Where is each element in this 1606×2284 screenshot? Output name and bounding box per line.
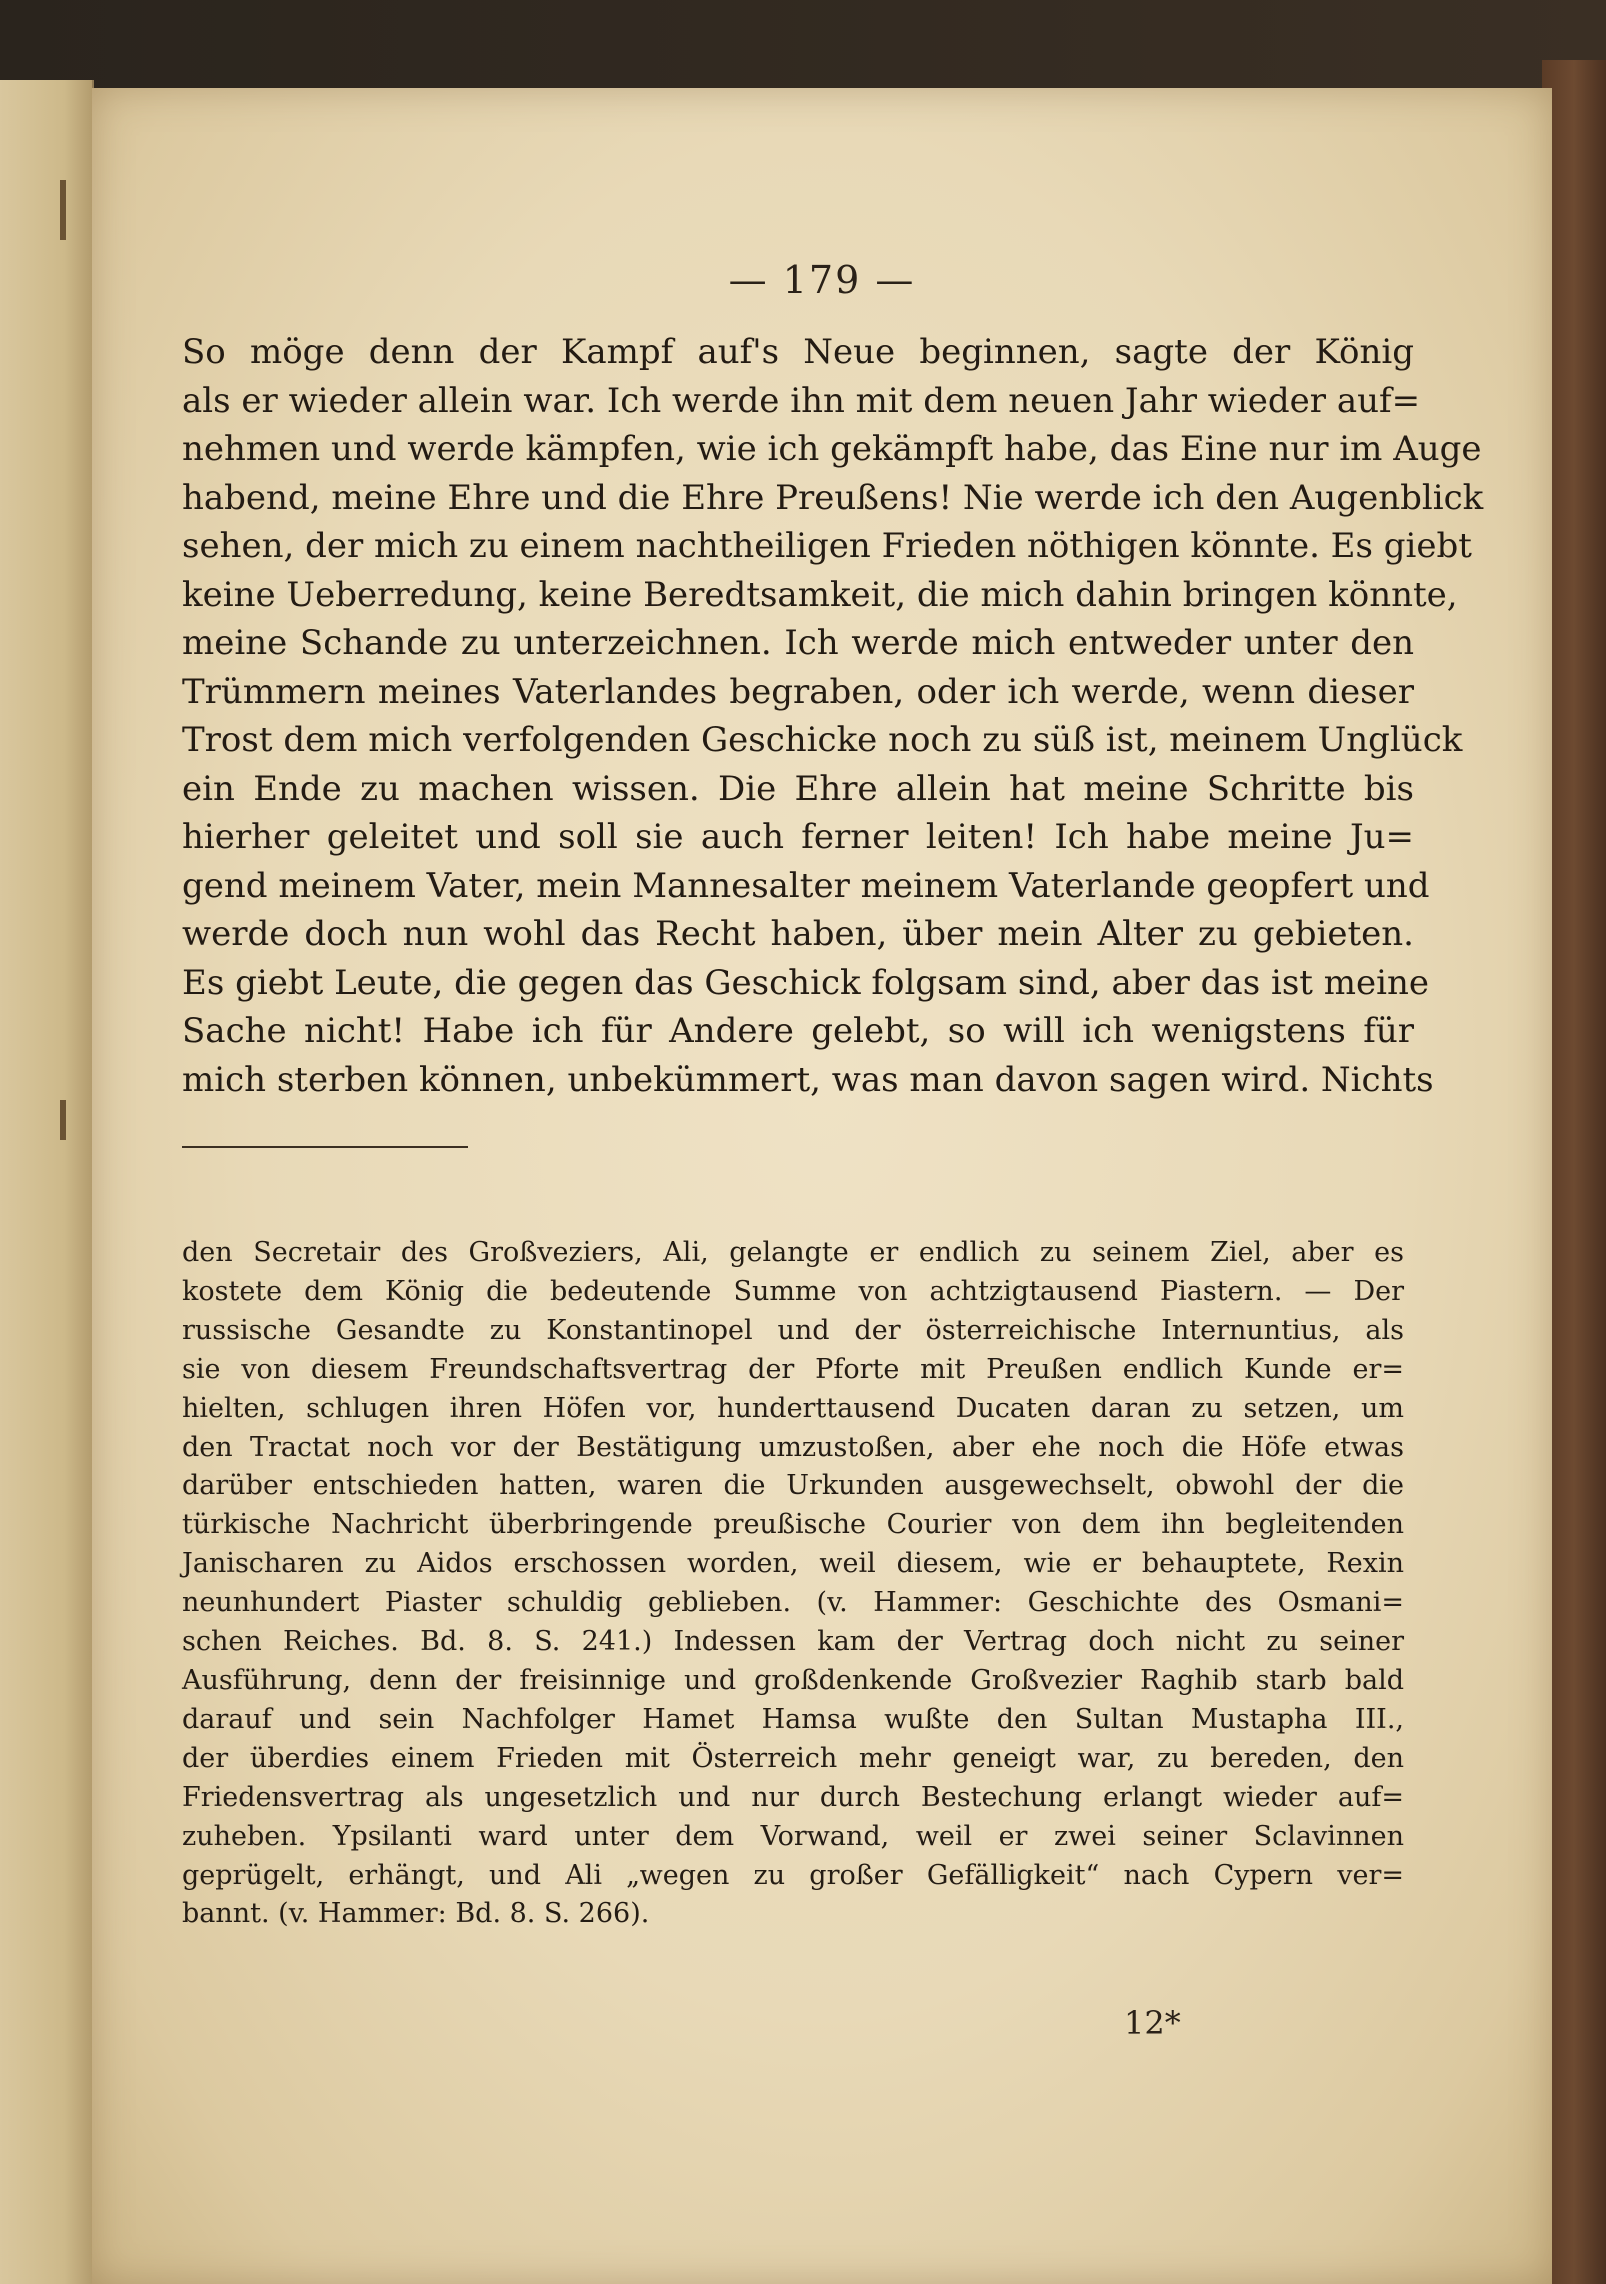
footnote-divider xyxy=(182,1146,468,1148)
page-number: — 179 — xyxy=(728,258,916,302)
text-line: hierher geleitet und soll sie auch ferner leiten! Ich habe meine Ju= xyxy=(182,817,1414,857)
text-line: keine Ueberredung, keine Beredtsamkeit, die mich dahin bringen könnte, xyxy=(182,574,1458,615)
facing-page-edge xyxy=(0,80,94,2284)
text-line: So möge denn der Kampf auf's Neue beginnen, sagte der König xyxy=(182,332,1414,372)
footnote-line: geprügelt, erhängt, und Ali „wegen zu großer Gefälligkeit“ nach Cypern ver= xyxy=(182,1859,1404,1891)
footnote-line: Ausführung, denn der freisinnige und großdenkende Großvezier Raghib starb bald xyxy=(182,1664,1404,1696)
footnote-line: darüber entschieden hatten, waren die Urkunden ausgewechselt, obwohl der die xyxy=(182,1470,1404,1502)
footnote-line: den Secretair des Großveziers, Ali, gelangte er endlich zu seinem Ziel, aber es xyxy=(182,1237,1404,1268)
footnote-line: russische Gesandte zu Konstantinopel und der österreichische Internuntius, als xyxy=(182,1314,1404,1346)
gutter-mark xyxy=(60,1100,66,1140)
text-line: sehen, der mich zu einem nachtheiligen Frieden nöthigen könnte. Es giebt xyxy=(182,526,1472,566)
footnote-line: sie von diesem Freundschaftsvertrag der Pforte mit Preußen endlich Kunde er= xyxy=(182,1353,1404,1385)
printer-signature-mark: 12* xyxy=(1124,2004,1181,2042)
footnote-line: hielten, schlugen ihren Höfen vor, hunderttausend Ducaten daran zu setzen, um xyxy=(182,1392,1404,1424)
text-line: ein Ende zu machen wissen. Die Ehre allein hat meine Schritte bis xyxy=(182,768,1414,809)
footnote-line: zuheben. Ypsilanti ward unter dem Vorwand, weil er zwei seiner Sclavinnen xyxy=(182,1820,1404,1852)
text-line: Sache nicht! Habe ich für Andere gelebt, so will ich wenigstens für xyxy=(182,1011,1414,1051)
footnote-line: türkische Nachricht überbringende preußische Courier von dem ihn begleitenden xyxy=(182,1509,1404,1541)
text-line: als er wieder allein war. Ich werde ihn mit dem neuen Jahr wieder auf= xyxy=(182,380,1421,421)
text-line: werde doch nun wohl das Recht haben, über mein Alter zu gebieten. xyxy=(182,914,1414,954)
text-line: Es giebt Leute, die gegen das Geschick folgsam sind, aber das ist meine xyxy=(182,962,1430,1003)
footnote-line: Janischaren zu Aidos erschossen worden, weil diesem, wie er behauptete, Rexin xyxy=(182,1548,1404,1580)
gutter-mark xyxy=(60,180,66,240)
text-line: mich sterben können, unbekümmert, was man davon sagen wird. Nichts xyxy=(182,1059,1434,1100)
text-line: Trümmern meines Vaterlandes begraben, oder ich werde, wenn dieser xyxy=(182,671,1414,712)
text-line: meine Schande zu unterzeichnen. Ich werde mich entweder unter den xyxy=(182,623,1414,663)
footnote-block xyxy=(182,1234,1404,1934)
footnote-line: schen Reiches. Bd. 8. S. 241.) Indessen kam der Vertrag doch nicht zu seiner xyxy=(182,1626,1404,1658)
text-line: habend, meine Ehre und die Ehre Preußens! Nie werde ich den Augenblick xyxy=(182,477,1484,518)
footnote-line: kostete dem König die bedeutende Summe von achtzigtausend Piastern. — Der xyxy=(182,1275,1404,1307)
main-text-block xyxy=(182,328,1484,1104)
text-line: Trost dem mich verfolgenden Geschicke noch zu süß ist, meinem Unglück xyxy=(182,720,1463,760)
footnote-line: darauf und sein Nachfolger Hamet Hamsa wußte den Sultan Mustapha III., xyxy=(182,1703,1404,1735)
footnote-line: bannt. (v. Hammer: Bd. 8. S. 266). xyxy=(182,1898,650,1930)
footnote-line: Friedensvertrag als ungesetzlich und nur durch Bestechung erlangt wieder auf= xyxy=(182,1781,1404,1813)
text-line: nehmen und werde kämpfen, wie ich gekämpft habe, das Eine nur im Auge xyxy=(182,429,1482,469)
footnote-line: der überdies einem Frieden mit Österreich mehr geneigt war, zu bereden, den xyxy=(182,1742,1404,1774)
text-line: gend meinem Vater, mein Mannesalter meinem Vaterlande geopfert und xyxy=(182,865,1430,906)
footnote-line: neunhundert Piaster schuldig geblieben. (v. Hammer: Geschichte des Osmani= xyxy=(182,1587,1404,1619)
footnote-line: den Tractat noch vor der Bestätigung umzustoßen, aber ehe noch die Höfe etwas xyxy=(182,1431,1404,1463)
